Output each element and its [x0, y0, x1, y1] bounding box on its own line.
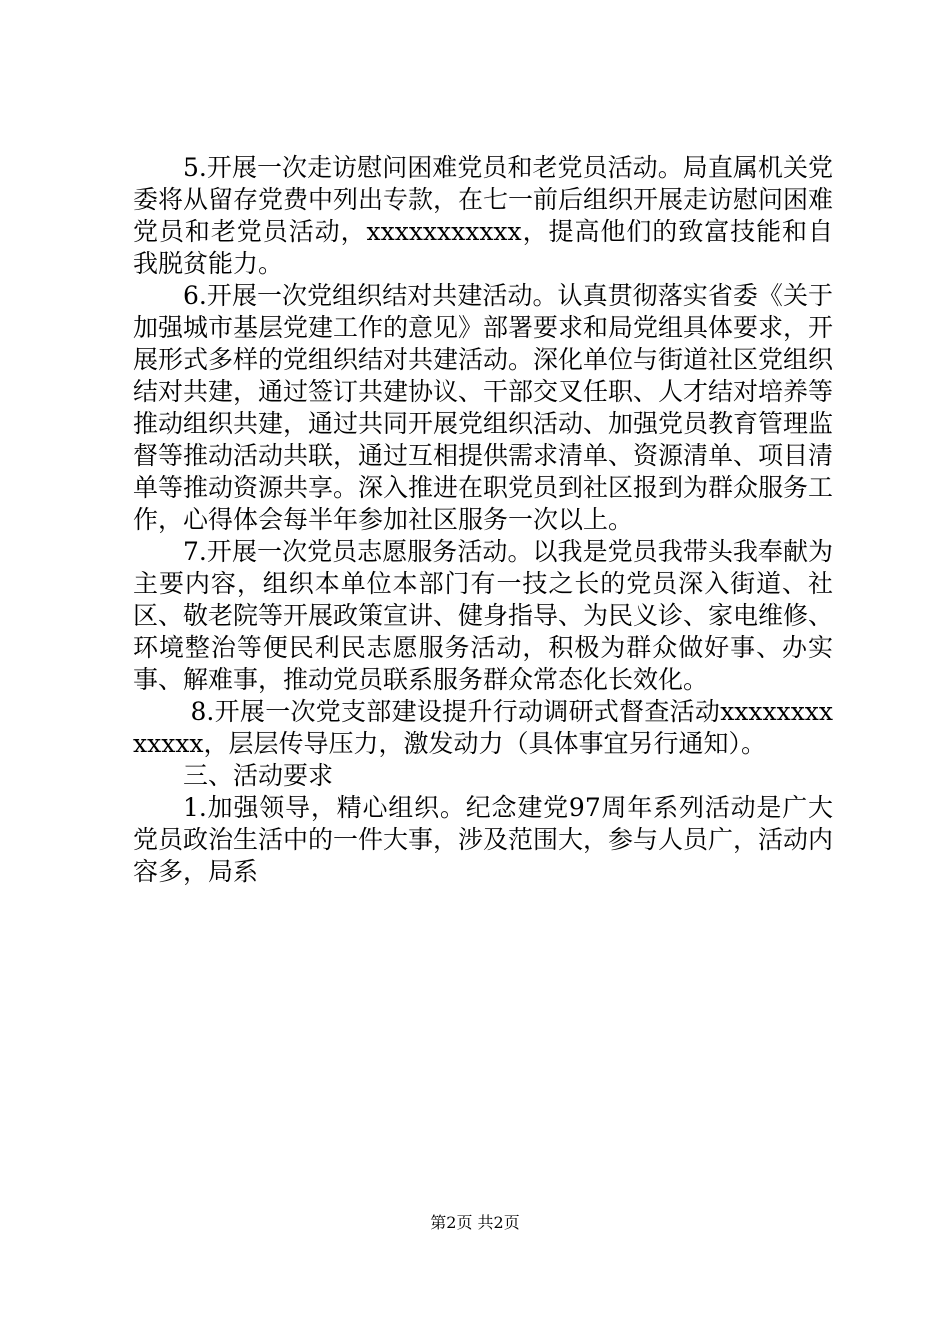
page-footer: 第2页 共2页	[430, 1213, 520, 1232]
document-body	[133, 152, 833, 888]
paragraph-item-6: 6.开展一次党组织结对共建活动。认真贯彻落实省委《关于加强城市基层党建工作的意见》部署要求和局党组具体要求，开展形式多样的党组织结对共建活动。深化单位与街道社区党组织结对共建，通过签订共建协议、干部交叉任职、人才结对培养等推动组织共建，通过共同开展党组织活动、加强党员教育管理监督等推动活动共联，通过互相提供需求清单、资源清单、项目清单等推动资源共享。深入推进在职党员到社区报到为群众服务工作，心得体会每半年参加社区服务一次以上。	[133, 281, 834, 534]
section-heading: 三、活动要求	[183, 761, 334, 790]
paragraph-item-7: 7.开展一次党员志愿服务活动。以我是党员我带头我奉献为主要内容，组织本单位本部门有一技之长的党员深入街道、社区、敬老院等开展政策宣讲、健身指导、为民义诊、家电维修、环境整治等便民利民志愿服务活动，积极为群众做好事、办实事、解难事，推动党员联系服务群众常态化长效化。	[133, 537, 834, 694]
paragraph-requirement-1: 1.加强领导，精心组织。纪念建党97周年系列活动是广大党员政治生活中的一件大事，涉及范围大，参与人员广，活动内容多，局系	[133, 793, 834, 886]
paragraph-item-5: 5.开展一次走访慰问困难党员和老党员活动。局直属机关党委将从留存党费中列出专款，在七一前后组织开展走访慰问困难党员和老党员活动，xxxxxxxxxxx，提高他们的致富技能和自我脱贫能力。	[133, 153, 834, 278]
paragraph-item-8: 8.开展一次党支部建设提升行动调研式督查活动xxxxxxxxxxxxx，层层传导压力，激发动力（具体事宜另行通知）。	[133, 697, 833, 758]
